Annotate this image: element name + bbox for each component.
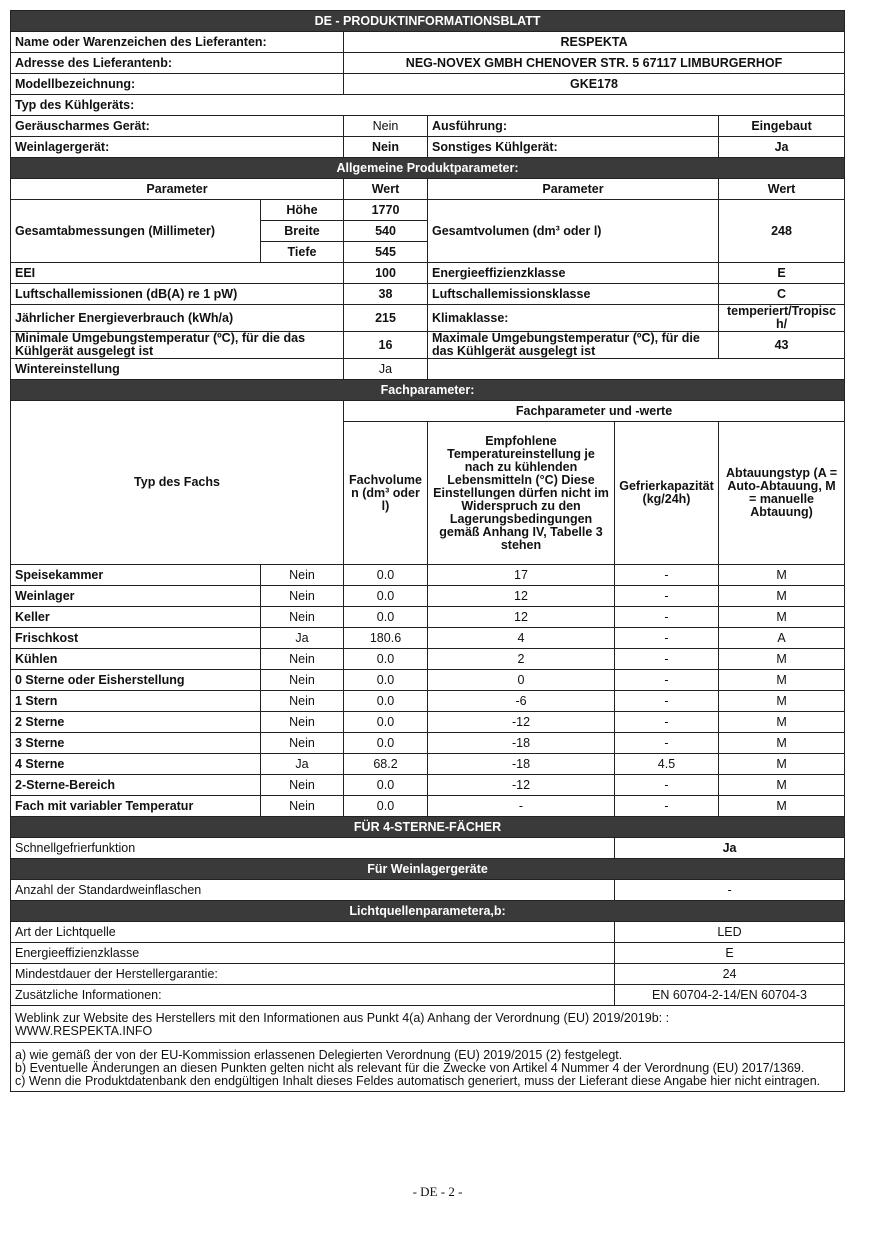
- compartment-name: 0 Sterne oder Eisherstellung: [11, 670, 261, 691]
- height-value: 1770: [344, 200, 428, 221]
- light-type-value: LED: [615, 922, 845, 943]
- col-header-freeze-capacity: Gefrierkapazität (kg/24h): [615, 422, 719, 565]
- compartment-present: Nein: [261, 649, 344, 670]
- col-header-value-right: Wert: [719, 179, 845, 200]
- compartment-volume: 0.0: [344, 649, 428, 670]
- table-row: [11, 733, 845, 754]
- climate-class-label: Klimaklasse:: [428, 305, 719, 332]
- compartment-present: Nein: [261, 775, 344, 796]
- other-device-value: Ja: [719, 137, 845, 158]
- other-device-label: Sonstiges Kühlgerät:: [428, 137, 719, 158]
- compartment-temperature: -: [428, 796, 615, 817]
- sheet-title: DE - PRODUKTINFORMATIONSBLATT: [11, 11, 845, 32]
- compartment-defrost-type: M: [719, 691, 845, 712]
- table-row: [11, 628, 845, 649]
- compartment-temperature: -12: [428, 775, 615, 796]
- weblink-url[interactable]: WWW.RESPEKTA.INFO: [15, 1024, 153, 1038]
- compartment-freeze-capacity: 4.5: [615, 754, 719, 775]
- compartment-defrost-type: M: [719, 796, 845, 817]
- height-label: Höhe: [261, 200, 344, 221]
- footnotes-cell: [11, 1043, 845, 1092]
- compartment-freeze-capacity: -: [615, 565, 719, 586]
- weblink-cell: [11, 1006, 845, 1043]
- energy-class-value: E: [719, 263, 845, 284]
- low-noise-value: Nein: [344, 116, 428, 137]
- noise-label: Luftschallemissionen (dB(A) re 1 pW): [11, 284, 344, 305]
- compartment-name: 3 Sterne: [11, 733, 261, 754]
- compartment-temperature: 0: [428, 670, 615, 691]
- compartment-name: 4 Sterne: [11, 754, 261, 775]
- page-number: - DE - 2 -: [412, 1184, 463, 1199]
- compartment-freeze-capacity: -: [615, 586, 719, 607]
- compartment-present: Nein: [261, 712, 344, 733]
- product-info-table: [10, 10, 845, 1092]
- climate-class-value: temperiert/Tropisch/: [719, 305, 845, 332]
- table-row: [11, 649, 845, 670]
- compartment-name: 2-Sterne-Bereich: [11, 775, 261, 796]
- noise-value: 38: [344, 284, 428, 305]
- light-class-label: Energieeffizienzklasse: [11, 943, 615, 964]
- compartment-freeze-capacity: -: [615, 670, 719, 691]
- compartment-temperature: 2: [428, 649, 615, 670]
- compartment-temperature: -18: [428, 754, 615, 775]
- compartment-name: Fach mit variabler Temperatur: [11, 796, 261, 817]
- general-section-title: Allgemeine Produktparameter:: [11, 158, 845, 179]
- compartment-volume: 0.0: [344, 775, 428, 796]
- table-row: [11, 607, 845, 628]
- wine-bottles-label: Anzahl der Standardweinflaschen: [11, 880, 615, 901]
- footnote-c: c) Wenn die Produktdatenbank den endgültigen Inhalt dieses Feldes automatisch generiert, muss der Lieferant diese Angabe hier nicht eintragen.: [15, 1074, 821, 1088]
- compartment-freeze-capacity: -: [615, 796, 719, 817]
- dimensions-label: Gesamtabmessungen (Millimeter): [11, 200, 261, 263]
- min-temp-label: Minimale Umgebungstemperatur (ºC), für die das Kühlgerät ausgelegt ist: [11, 332, 344, 359]
- compartment-name: 2 Sterne: [11, 712, 261, 733]
- compartment-volume: 0.0: [344, 565, 428, 586]
- compartment-present: Nein: [261, 607, 344, 628]
- eei-label: EEI: [11, 263, 344, 284]
- col-header-value: Wert: [344, 179, 428, 200]
- fast-freeze-label: Schnellgefrierfunktion: [11, 838, 615, 859]
- table-row: [11, 754, 845, 775]
- compartment-freeze-capacity: -: [615, 628, 719, 649]
- max-temp-value: 43: [719, 332, 845, 359]
- supplier-name-label: Name oder Warenzeichen des Lieferanten:: [11, 32, 344, 53]
- col-header-parameter: Parameter: [11, 179, 344, 200]
- compartment-present: Ja: [261, 628, 344, 649]
- col-header-defrost-type: Abtauungstyp (A = Auto-Abtauung, M = manuelle Abtauung): [719, 422, 845, 565]
- compartment-name: Speisekammer: [11, 565, 261, 586]
- supplier-address-label: Adresse des Lieferantenb:: [11, 53, 344, 74]
- min-temp-value: 16: [344, 332, 428, 359]
- compartment-volume: 0.0: [344, 796, 428, 817]
- compartment-freeze-capacity: -: [615, 607, 719, 628]
- compartment-name: 1 Stern: [11, 691, 261, 712]
- additional-info-value: EN 60704-2-14/EN 60704-3: [615, 985, 845, 1006]
- compartment-present: Nein: [261, 586, 344, 607]
- col-header-temperature: Empfohlene Temperatureinstellung je nach zu kühlenden Lebensmitteln (°C) Diese Einstellungen dürfen nicht im Widerspruch zu den Lagerungsbedingungen gemäß Anhang IV, Tabelle 3 stehen: [428, 422, 615, 565]
- winter-setting-label: Wintereinstellung: [11, 359, 344, 380]
- table-row: [11, 775, 845, 796]
- compartment-name: Weinlager: [11, 586, 261, 607]
- compartment-type-header: Typ des Fachs: [11, 401, 344, 565]
- compartment-present: Ja: [261, 754, 344, 775]
- max-temp-label: Maximale Umgebungstemperatur (ºC), für die das Kühlgerät ausgelegt ist: [428, 332, 719, 359]
- compartment-volume: 0.0: [344, 733, 428, 754]
- compartment-defrost-type: M: [719, 670, 845, 691]
- annual-energy-label: Jährlicher Energieverbrauch (kWh/a): [11, 305, 344, 332]
- compartment-defrost-type: M: [719, 607, 845, 628]
- noise-class-value: C: [719, 284, 845, 305]
- supplier-name-value: RESPEKTA: [344, 32, 845, 53]
- noise-class-label: Luftschallemissionsklasse: [428, 284, 719, 305]
- wine-bottles-value: -: [615, 880, 845, 901]
- compartment-volume: 0.0: [344, 712, 428, 733]
- table-row: [11, 670, 845, 691]
- compartment-freeze-capacity: -: [615, 691, 719, 712]
- compartment-present: Nein: [261, 733, 344, 754]
- compartment-defrost-type: M: [719, 712, 845, 733]
- light-section-title: Lichtquellenparametera,b:: [11, 901, 845, 922]
- compartment-defrost-type: M: [719, 754, 845, 775]
- energy-class-label: Energieeffizienzklasse: [428, 263, 719, 284]
- design-value: Eingebaut: [719, 116, 845, 137]
- depth-value: 545: [344, 242, 428, 263]
- annual-energy-value: 215: [344, 305, 428, 332]
- fast-freeze-value: Ja: [615, 838, 845, 859]
- compartment-volume: 0.0: [344, 670, 428, 691]
- compartment-temperature: -18: [428, 733, 615, 754]
- additional-info-label: Zusätzliche Informationen:: [11, 985, 615, 1006]
- width-label: Breite: [261, 221, 344, 242]
- supplier-address-value: NEG-NOVEX GMBH CHENOVER STR. 5 67117 LIMBURGERHOF: [344, 53, 845, 74]
- compartment-temperature: 12: [428, 586, 615, 607]
- light-class-value: E: [615, 943, 845, 964]
- compartment-name: Keller: [11, 607, 261, 628]
- compartments-section-title: Fachparameter:: [11, 380, 845, 401]
- compartment-defrost-type: M: [719, 775, 845, 796]
- compartment-present: Nein: [261, 796, 344, 817]
- wine-device-label: Weinlagergerät:: [11, 137, 344, 158]
- compartment-temperature: 4: [428, 628, 615, 649]
- compartment-volume: 0.0: [344, 607, 428, 628]
- warranty-label: Mindestdauer der Herstellergarantie:: [11, 964, 615, 985]
- table-row: [11, 565, 845, 586]
- compartment-defrost-type: M: [719, 733, 845, 754]
- compartment-present: Nein: [261, 670, 344, 691]
- winter-setting-value: Ja: [344, 359, 428, 380]
- empty-cell: [428, 359, 845, 380]
- compartment-freeze-capacity: -: [615, 733, 719, 754]
- low-noise-label: Geräuscharmes Gerät:: [11, 116, 344, 137]
- compartment-defrost-type: A: [719, 628, 845, 649]
- compartment-volume: 68.2: [344, 754, 428, 775]
- col-header-volume: Fachvolumen (dm³ oder l): [344, 422, 428, 565]
- col-header-parameter-right: Parameter: [428, 179, 719, 200]
- depth-label: Tiefe: [261, 242, 344, 263]
- compartment-freeze-capacity: -: [615, 775, 719, 796]
- warranty-value: 24: [615, 964, 845, 985]
- table-row: [11, 796, 845, 817]
- compartment-defrost-type: M: [719, 586, 845, 607]
- wine-device-value: Nein: [344, 137, 428, 158]
- compartment-name: Kühlen: [11, 649, 261, 670]
- weblink-text: Weblink zur Website des Herstellers mit den Informationen aus Punkt 4(a) Anhang der Verordnung (EU) 2019/2019b: :: [15, 1011, 670, 1025]
- eei-value: 100: [344, 263, 428, 284]
- compartment-volume: 180.6: [344, 628, 428, 649]
- total-volume-value: 248: [719, 200, 845, 263]
- compartment-freeze-capacity: -: [615, 649, 719, 670]
- model-value: GKE178: [344, 74, 845, 95]
- table-row: [11, 586, 845, 607]
- compartment-defrost-type: M: [719, 565, 845, 586]
- wine-section-title: Für Weinlagergeräte: [11, 859, 845, 880]
- compartment-present: Nein: [261, 691, 344, 712]
- compartment-temperature: -12: [428, 712, 615, 733]
- device-type-label: Typ des Kühlgeräts:: [11, 95, 845, 116]
- compartment-temperature: -6: [428, 691, 615, 712]
- light-type-label: Art der Lichtquelle: [11, 922, 615, 943]
- compartment-freeze-capacity: -: [615, 712, 719, 733]
- table-row: [11, 691, 845, 712]
- footnote-b: b) Eventuelle Änderungen an diesen Punkten gelten nicht als relevant für die Zwecke von Artikel 4 Nummer 4 der Verordnung (EU) 2017/1369.: [15, 1061, 805, 1075]
- four-star-section-title: FÜR 4-STERNE-FÄCHER: [11, 817, 845, 838]
- compartment-name: Frischkost: [11, 628, 261, 649]
- width-value: 540: [344, 221, 428, 242]
- compartment-defrost-type: M: [719, 649, 845, 670]
- model-label: Modellbezeichnung:: [11, 74, 344, 95]
- compartment-group-header: Fachparameter und -werte: [344, 401, 845, 422]
- design-label: Ausführung:: [428, 116, 719, 137]
- footnote-a: a) wie gemäß der von der EU-Kommission erlassenen Delegierten Verordnung (EU) 2019/2015 (2) festgelegt.: [15, 1048, 623, 1062]
- compartment-volume: 0.0: [344, 586, 428, 607]
- compartment-present: Nein: [261, 565, 344, 586]
- compartment-temperature: 17: [428, 565, 615, 586]
- product-information-sheet: [10, 10, 844, 1092]
- compartment-temperature: 12: [428, 607, 615, 628]
- total-volume-label: Gesamtvolumen (dm³ oder l): [428, 200, 719, 263]
- compartment-volume: 0.0: [344, 691, 428, 712]
- table-row: [11, 712, 845, 733]
